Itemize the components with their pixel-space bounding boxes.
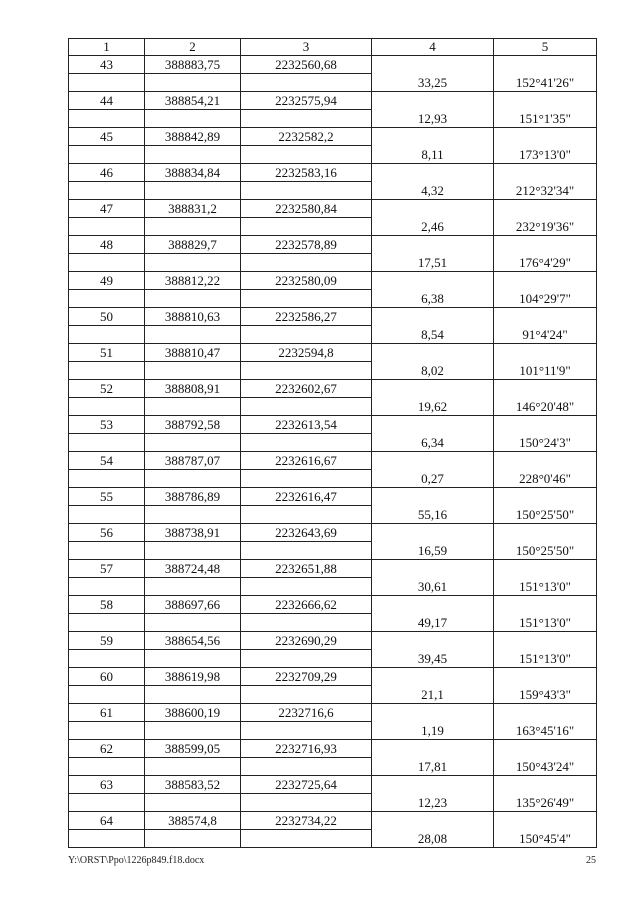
y-coordinate-cell: 2232690,29 <box>241 632 372 650</box>
header-col-3: 3 <box>241 39 372 56</box>
table-row <box>69 344 597 362</box>
empty-cell <box>145 686 241 704</box>
direction-angle-cell: 159°43'3" <box>494 686 597 704</box>
x-coordinate-cell: 388574,8 <box>145 812 241 830</box>
segment-length-cell: 17,81 <box>372 758 494 776</box>
x-coordinate-cell: 388787,07 <box>145 452 241 470</box>
table-row <box>69 668 597 686</box>
direction-angle-cell: 212°32'34" <box>494 182 597 200</box>
table-row <box>69 200 597 218</box>
direction-angle-cell: 101°11'9" <box>494 362 597 380</box>
empty-cell <box>372 380 494 398</box>
empty-cell <box>372 308 494 326</box>
point-number-cell: 43 <box>69 56 145 74</box>
segment-length-cell: 16,59 <box>372 542 494 560</box>
point-number-cell: 46 <box>69 164 145 182</box>
empty-cell <box>69 182 145 200</box>
empty-cell <box>241 470 372 488</box>
empty-cell <box>241 614 372 632</box>
empty-cell <box>494 596 597 614</box>
point-number-cell: 45 <box>69 128 145 146</box>
segment-length-cell: 1,19 <box>372 722 494 740</box>
empty-cell <box>241 578 372 596</box>
point-number-cell: 57 <box>69 560 145 578</box>
y-coordinate-cell: 2232580,09 <box>241 272 372 290</box>
empty-cell <box>145 326 241 344</box>
table-row <box>69 92 597 110</box>
table-row <box>69 218 597 236</box>
empty-cell <box>372 632 494 650</box>
empty-cell <box>494 200 597 218</box>
empty-cell <box>494 308 597 326</box>
table-row <box>69 290 597 308</box>
empty-cell <box>372 164 494 182</box>
empty-cell <box>145 434 241 452</box>
table-row <box>69 56 597 74</box>
empty-cell <box>69 506 145 524</box>
empty-cell <box>241 182 372 200</box>
segment-length-cell: 2,46 <box>372 218 494 236</box>
table-row <box>69 704 597 722</box>
table-row <box>69 596 597 614</box>
x-coordinate-cell: 388792,58 <box>145 416 241 434</box>
empty-cell <box>494 704 597 722</box>
point-number-cell: 61 <box>69 704 145 722</box>
x-coordinate-cell: 388831,2 <box>145 200 241 218</box>
empty-cell <box>145 542 241 560</box>
empty-cell <box>241 218 372 236</box>
direction-angle-cell: 150°25'50" <box>494 506 597 524</box>
point-number-cell: 47 <box>69 200 145 218</box>
empty-cell <box>494 452 597 470</box>
empty-cell <box>494 344 597 362</box>
coordinates-table <box>68 38 597 848</box>
empty-cell <box>69 290 145 308</box>
segment-length-cell: 12,93 <box>372 110 494 128</box>
header-col-2: 2 <box>145 39 241 56</box>
empty-cell <box>372 560 494 578</box>
table-body <box>69 56 597 848</box>
table-row <box>69 146 597 164</box>
empty-cell <box>372 416 494 434</box>
empty-cell <box>69 722 145 740</box>
x-coordinate-cell: 388697,66 <box>145 596 241 614</box>
y-coordinate-cell: 2232583,16 <box>241 164 372 182</box>
point-number-cell: 56 <box>69 524 145 542</box>
empty-cell <box>372 92 494 110</box>
table-row <box>69 830 597 848</box>
table-row <box>69 560 597 578</box>
table-row <box>69 470 597 488</box>
direction-angle-cell: 150°45'4" <box>494 830 597 848</box>
point-number-cell: 50 <box>69 308 145 326</box>
table-row <box>69 398 597 416</box>
table-row <box>69 722 597 740</box>
point-number-cell: 44 <box>69 92 145 110</box>
y-coordinate-cell: 2232560,68 <box>241 56 372 74</box>
table-row <box>69 614 597 632</box>
table-row <box>69 524 597 542</box>
empty-cell <box>241 398 372 416</box>
point-number-cell: 55 <box>69 488 145 506</box>
empty-cell <box>241 74 372 92</box>
x-coordinate-cell: 388810,47 <box>145 344 241 362</box>
empty-cell <box>145 254 241 272</box>
empty-cell <box>69 614 145 632</box>
table-header-row <box>69 39 597 56</box>
empty-cell <box>241 794 372 812</box>
empty-cell <box>241 830 372 848</box>
y-coordinate-cell: 2232582,2 <box>241 128 372 146</box>
empty-cell <box>69 110 145 128</box>
empty-cell <box>69 398 145 416</box>
table-row <box>69 812 597 830</box>
point-number-cell: 48 <box>69 236 145 254</box>
y-coordinate-cell: 2232594,8 <box>241 344 372 362</box>
empty-cell <box>372 524 494 542</box>
x-coordinate-cell: 388786,89 <box>145 488 241 506</box>
table-row <box>69 326 597 344</box>
empty-cell <box>372 488 494 506</box>
y-coordinate-cell: 2232616,67 <box>241 452 372 470</box>
direction-angle-cell: 150°25'50" <box>494 542 597 560</box>
table-row <box>69 542 597 560</box>
point-number-cell: 52 <box>69 380 145 398</box>
empty-cell <box>494 92 597 110</box>
x-coordinate-cell: 388724,48 <box>145 560 241 578</box>
empty-cell <box>241 650 372 668</box>
empty-cell <box>69 146 145 164</box>
y-coordinate-cell: 2232666,62 <box>241 596 372 614</box>
x-coordinate-cell: 388619,98 <box>145 668 241 686</box>
y-coordinate-cell: 2232580,84 <box>241 200 372 218</box>
table-row <box>69 650 597 668</box>
y-coordinate-cell: 2232578,89 <box>241 236 372 254</box>
empty-cell <box>69 74 145 92</box>
empty-cell <box>494 524 597 542</box>
direction-angle-cell: 176°4'29" <box>494 254 597 272</box>
empty-cell <box>145 182 241 200</box>
segment-length-cell: 21,1 <box>372 686 494 704</box>
x-coordinate-cell: 388583,52 <box>145 776 241 794</box>
empty-cell <box>241 542 372 560</box>
segment-length-cell: 19,62 <box>372 398 494 416</box>
table-row <box>69 578 597 596</box>
x-coordinate-cell: 388810,63 <box>145 308 241 326</box>
x-coordinate-cell: 388854,21 <box>145 92 241 110</box>
table-row <box>69 254 597 272</box>
y-coordinate-cell: 2232709,29 <box>241 668 372 686</box>
direction-angle-cell: 152°41'26" <box>494 74 597 92</box>
empty-cell <box>494 128 597 146</box>
segment-length-cell: 28,08 <box>372 830 494 848</box>
table-row <box>69 452 597 470</box>
table-row <box>69 416 597 434</box>
direction-angle-cell: 228°0'46" <box>494 470 597 488</box>
empty-cell <box>145 722 241 740</box>
empty-cell <box>241 506 372 524</box>
direction-angle-cell: 151°13'0" <box>494 650 597 668</box>
empty-cell <box>145 110 241 128</box>
empty-cell <box>241 722 372 740</box>
empty-cell <box>494 164 597 182</box>
empty-cell <box>145 650 241 668</box>
empty-cell <box>494 488 597 506</box>
direction-angle-cell: 150°43'24" <box>494 758 597 776</box>
empty-cell <box>145 74 241 92</box>
y-coordinate-cell: 2232716,6 <box>241 704 372 722</box>
empty-cell <box>69 254 145 272</box>
empty-cell <box>241 326 372 344</box>
table-row <box>69 308 597 326</box>
x-coordinate-cell: 388808,91 <box>145 380 241 398</box>
empty-cell <box>69 686 145 704</box>
empty-cell <box>241 146 372 164</box>
empty-cell <box>494 740 597 758</box>
y-coordinate-cell: 2232734,22 <box>241 812 372 830</box>
segment-length-cell: 39,45 <box>372 650 494 668</box>
empty-cell <box>69 470 145 488</box>
empty-cell <box>372 776 494 794</box>
y-coordinate-cell: 2232613,54 <box>241 416 372 434</box>
table-row <box>69 380 597 398</box>
x-coordinate-cell: 388829,7 <box>145 236 241 254</box>
table-row <box>69 74 597 92</box>
y-coordinate-cell: 2232716,93 <box>241 740 372 758</box>
table-row <box>69 110 597 128</box>
point-number-cell: 54 <box>69 452 145 470</box>
y-coordinate-cell: 2232586,27 <box>241 308 372 326</box>
table-row <box>69 434 597 452</box>
segment-length-cell: 6,34 <box>372 434 494 452</box>
empty-cell <box>241 290 372 308</box>
segment-length-cell: 12,23 <box>372 794 494 812</box>
direction-angle-cell: 135°26'49" <box>494 794 597 812</box>
direction-angle-cell: 146°20'48" <box>494 398 597 416</box>
segment-length-cell: 30,61 <box>372 578 494 596</box>
empty-cell <box>372 272 494 290</box>
empty-cell <box>145 794 241 812</box>
x-coordinate-cell: 388812,22 <box>145 272 241 290</box>
empty-cell <box>494 272 597 290</box>
empty-cell <box>372 704 494 722</box>
x-coordinate-cell: 388834,84 <box>145 164 241 182</box>
table-row <box>69 488 597 506</box>
empty-cell <box>241 254 372 272</box>
empty-cell <box>494 560 597 578</box>
empty-cell <box>69 218 145 236</box>
table-row <box>69 236 597 254</box>
table-row <box>69 272 597 290</box>
table-row <box>69 632 597 650</box>
x-coordinate-cell: 388599,05 <box>145 740 241 758</box>
empty-cell <box>69 362 145 380</box>
table-row <box>69 758 597 776</box>
point-number-cell: 51 <box>69 344 145 362</box>
segment-length-cell: 4,32 <box>372 182 494 200</box>
empty-cell <box>69 794 145 812</box>
empty-cell <box>241 686 372 704</box>
point-number-cell: 58 <box>69 596 145 614</box>
direction-angle-cell: 151°13'0" <box>494 614 597 632</box>
empty-cell <box>69 650 145 668</box>
table-row <box>69 128 597 146</box>
table-row <box>69 362 597 380</box>
x-coordinate-cell: 388842,89 <box>145 128 241 146</box>
direction-angle-cell: 232°19'36" <box>494 218 597 236</box>
header-col-1: 1 <box>69 39 145 56</box>
segment-length-cell: 6,38 <box>372 290 494 308</box>
empty-cell <box>494 776 597 794</box>
segment-length-cell: 49,17 <box>372 614 494 632</box>
x-coordinate-cell: 388738,91 <box>145 524 241 542</box>
point-number-cell: 53 <box>69 416 145 434</box>
empty-cell <box>372 200 494 218</box>
empty-cell <box>372 596 494 614</box>
empty-cell <box>145 470 241 488</box>
empty-cell <box>145 578 241 596</box>
footer-page-number: 25 <box>586 855 596 866</box>
y-coordinate-cell: 2232651,88 <box>241 560 372 578</box>
empty-cell <box>69 830 145 848</box>
empty-cell <box>494 416 597 434</box>
point-number-cell: 49 <box>69 272 145 290</box>
header-col-4: 4 <box>372 39 494 56</box>
empty-cell <box>372 128 494 146</box>
empty-cell <box>145 758 241 776</box>
direction-angle-cell: 104°29'7" <box>494 290 597 308</box>
empty-cell <box>494 668 597 686</box>
point-number-cell: 64 <box>69 812 145 830</box>
segment-length-cell: 0,27 <box>372 470 494 488</box>
point-number-cell: 59 <box>69 632 145 650</box>
table-row <box>69 776 597 794</box>
empty-cell <box>145 146 241 164</box>
empty-cell <box>372 344 494 362</box>
y-coordinate-cell: 2232725,64 <box>241 776 372 794</box>
y-coordinate-cell: 2232616,47 <box>241 488 372 506</box>
empty-cell <box>69 434 145 452</box>
segment-length-cell: 8,11 <box>372 146 494 164</box>
x-coordinate-cell: 388600,19 <box>145 704 241 722</box>
empty-cell <box>145 290 241 308</box>
y-coordinate-cell: 2232575,94 <box>241 92 372 110</box>
empty-cell <box>494 380 597 398</box>
segment-length-cell: 8,02 <box>372 362 494 380</box>
empty-cell <box>69 326 145 344</box>
empty-cell <box>372 452 494 470</box>
empty-cell <box>241 758 372 776</box>
empty-cell <box>372 740 494 758</box>
empty-cell <box>145 506 241 524</box>
empty-cell <box>372 668 494 686</box>
empty-cell <box>494 812 597 830</box>
empty-cell <box>494 56 597 74</box>
header-col-5: 5 <box>494 39 597 56</box>
direction-angle-cell: 163°45'16" <box>494 722 597 740</box>
table-row <box>69 740 597 758</box>
direction-angle-cell: 91°4'24" <box>494 326 597 344</box>
empty-cell <box>69 542 145 560</box>
empty-cell <box>494 236 597 254</box>
empty-cell <box>145 614 241 632</box>
empty-cell <box>145 218 241 236</box>
footer-file-path: Y:\ORST\Ppo\1226p849.f18.docx <box>68 855 205 866</box>
x-coordinate-cell: 388654,56 <box>145 632 241 650</box>
empty-cell <box>241 362 372 380</box>
point-number-cell: 63 <box>69 776 145 794</box>
empty-cell <box>145 362 241 380</box>
empty-cell <box>241 110 372 128</box>
empty-cell <box>241 434 372 452</box>
table-row <box>69 164 597 182</box>
direction-angle-cell: 151°13'0" <box>494 578 597 596</box>
direction-angle-cell: 151°1'35" <box>494 110 597 128</box>
empty-cell <box>372 56 494 74</box>
table-row <box>69 686 597 704</box>
y-coordinate-cell: 2232602,67 <box>241 380 372 398</box>
direction-angle-cell: 150°24'3" <box>494 434 597 452</box>
empty-cell <box>145 830 241 848</box>
empty-cell <box>494 632 597 650</box>
segment-length-cell: 17,51 <box>372 254 494 272</box>
table-row <box>69 794 597 812</box>
y-coordinate-cell: 2232643,69 <box>241 524 372 542</box>
empty-cell <box>69 578 145 596</box>
empty-cell <box>372 812 494 830</box>
empty-cell <box>145 398 241 416</box>
empty-cell <box>372 236 494 254</box>
table-row <box>69 182 597 200</box>
point-number-cell: 62 <box>69 740 145 758</box>
segment-length-cell: 33,25 <box>372 74 494 92</box>
empty-cell <box>69 758 145 776</box>
table-row <box>69 506 597 524</box>
x-coordinate-cell: 388883,75 <box>145 56 241 74</box>
segment-length-cell: 55,16 <box>372 506 494 524</box>
segment-length-cell: 8,54 <box>372 326 494 344</box>
point-number-cell: 60 <box>69 668 145 686</box>
direction-angle-cell: 173°13'0" <box>494 146 597 164</box>
